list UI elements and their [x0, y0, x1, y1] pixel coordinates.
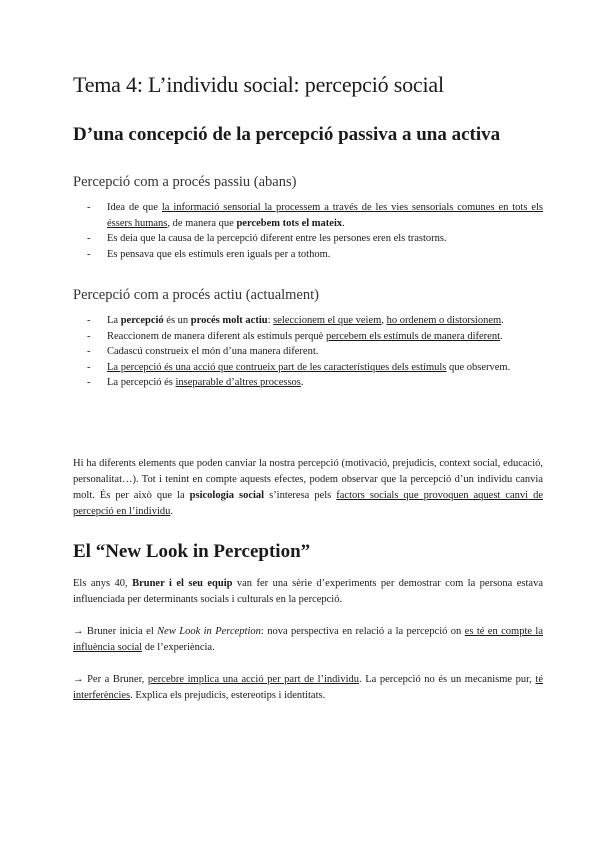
list-item: - Cadascú construeix el món d’una manera diferent.: [73, 344, 543, 360]
list-item: - La percepció és inseparable d’altres processos.: [73, 375, 543, 391]
passive-list: [73, 200, 543, 262]
list-item: - La percepció és un procés molt actiu: seleccionem el que veiem, ho ordenem o distorsionem.: [73, 313, 543, 329]
active-list: [73, 313, 543, 391]
subheading-passive: Percepció com a procés passiu (abans): [73, 174, 297, 190]
list-item: - Es deia que la causa de la percepció diferent entre les persones eren els trastorns.: [73, 231, 543, 247]
section-heading-new-look: El “New Look in Perception”: [73, 541, 311, 562]
subheading-active: Percepció com a procés actiu (actualment): [73, 287, 319, 303]
list-item: - Idea de que la informació sensorial la processem a través de les vies sensorials comunes en tots els éssers humans, de manera que percebem tots el mateix.: [73, 200, 543, 231]
paragraph-new-look: → Bruner inicia el New Look in Perception: nova perspectiva en relació a la percepció on es té en compte la influència social de l’experiència.: [73, 626, 543, 653]
section-heading-perception: D’una concepció de la percepció passiva a una activa: [73, 124, 501, 145]
paragraph-factors: Hi ha diferents elements que poden canviar la nostra percepció (motivació, prejudicis, context social, educació, personalitat…). Tot i tenint en compte aquests efectes, podem observar que la percepció d’un individu canvia molt. És per això que la psicologia social s’interesa pels factors socials que provoquen aquest canvi de percepció en l’individu.: [73, 458, 543, 517]
list-item: - Reaccionem de manera diferent als estímuls perquè percebem els estímuls de manera diferent.: [73, 329, 543, 345]
paragraph-perception-action: → Per a Bruner, percebre implica una acció per part de l’individu. La percepció no és un mecanisme pur, té interferències. Explica els prejudicis, estereotips i identitats.: [73, 674, 543, 701]
list-item: - La percepció és una acció que contrueix part de les característiques dels estímuls que observem.: [73, 360, 543, 376]
paragraph-bruner: Els anys 40, Bruner i el seu equip van fer una sèrie d’experiments per demostrar com la persona estava influenciada per determinants socials i culturals en la percepció.: [73, 578, 543, 605]
list-item: - Es pensava que els estímuls eren iguals per a tothom.: [73, 247, 543, 263]
page-title: Tema 4: L’individu social: percepció social: [73, 72, 444, 97]
